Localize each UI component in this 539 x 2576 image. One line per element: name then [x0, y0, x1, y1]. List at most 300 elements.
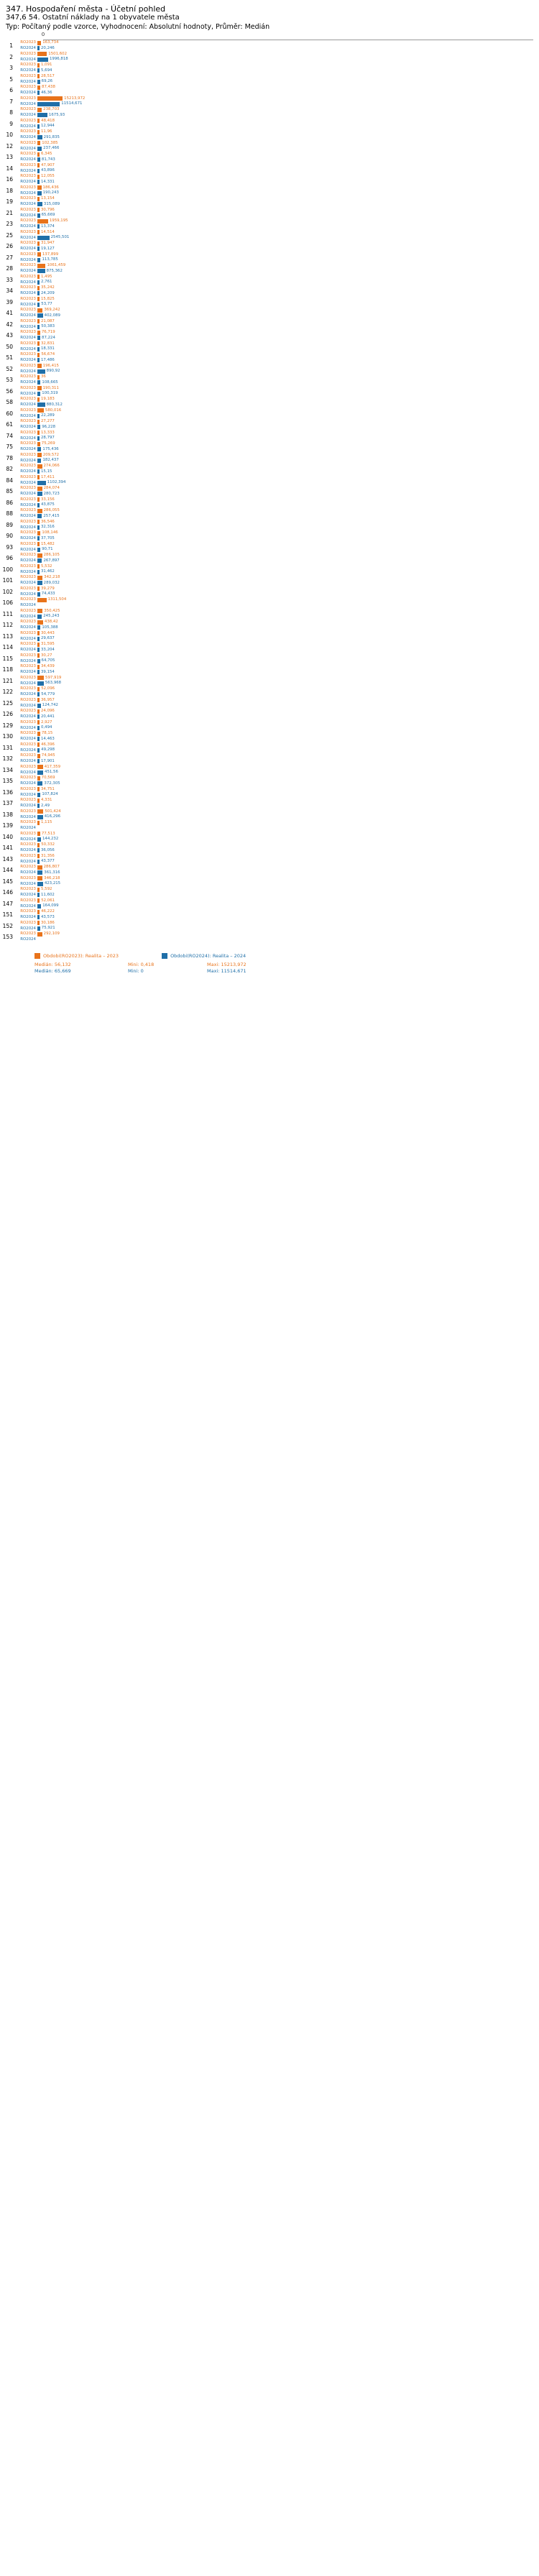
bar-2023[interactable]	[37, 754, 40, 758]
group-bars	[16, 753, 539, 764]
bar-2024[interactable]	[37, 68, 40, 73]
series-label-2023: RO2023	[20, 441, 36, 446]
bar-2024[interactable]	[37, 135, 42, 139]
bar-2024[interactable]	[37, 380, 40, 385]
bar-2023[interactable]	[37, 687, 40, 691]
bar-2023[interactable]	[37, 898, 40, 903]
series-label-2024: RO2024	[20, 46, 36, 51]
bar-2024[interactable]	[37, 46, 40, 50]
bar-track	[37, 887, 539, 893]
bar-track	[37, 163, 539, 169]
bar-track	[37, 213, 539, 218]
bar-2023[interactable]	[37, 442, 40, 446]
series-label-2023: RO2023	[20, 107, 36, 112]
series-label-2023: RO2023	[20, 853, 36, 858]
bar-2023[interactable]	[37, 854, 40, 858]
series-label-2024: RO2024	[20, 336, 36, 341]
bar-row	[16, 586, 539, 592]
bar-2023[interactable]	[37, 932, 42, 937]
bar-2024[interactable]	[37, 336, 40, 340]
bar-2024[interactable]	[37, 414, 40, 418]
bar-track	[37, 731, 539, 737]
bar-2023[interactable]	[37, 375, 40, 380]
bar-2024[interactable]	[37, 347, 40, 351]
bar-track	[37, 364, 539, 369]
bar-row	[16, 787, 539, 793]
bar-2024[interactable]	[37, 503, 40, 507]
chart-header	[0, 0, 539, 32]
bar-2023[interactable]	[37, 331, 40, 335]
series-label-2023: RO2023	[20, 152, 36, 157]
bar-2024[interactable]	[37, 793, 40, 797]
bar-2023[interactable]	[37, 297, 40, 301]
bar-value-2023: 1,495	[41, 274, 52, 279]
bar-2024[interactable]	[37, 58, 48, 62]
chart-group	[0, 464, 539, 475]
bar-2024[interactable]	[37, 280, 40, 285]
group-bars	[16, 163, 539, 174]
bar-track	[37, 597, 539, 603]
bar-row	[16, 480, 539, 486]
bar-2024[interactable]	[37, 124, 40, 129]
bar-2023[interactable]	[37, 41, 41, 45]
bar-2023[interactable]	[37, 497, 40, 502]
bar-track	[37, 575, 539, 581]
bar-2023[interactable]	[37, 130, 40, 134]
bar-2024[interactable]	[37, 536, 40, 540]
bar-row	[16, 592, 539, 597]
bar-2023[interactable]	[37, 765, 43, 769]
bar-2024[interactable]	[37, 581, 42, 585]
series-label-2024: RO2024	[20, 324, 36, 329]
bar-2024[interactable]	[37, 247, 40, 251]
bar-track	[37, 96, 539, 102]
bar-2023[interactable]	[37, 185, 42, 190]
bar-2024[interactable]	[37, 369, 45, 374]
bar-2024[interactable]	[37, 548, 40, 552]
bar-row	[16, 603, 539, 609]
bar-track	[37, 854, 539, 860]
bar-track	[37, 107, 539, 113]
bar-value-2023: 1061,459	[47, 263, 66, 268]
bar-2024[interactable]	[37, 637, 40, 641]
bar-value-2023: 13,333	[41, 430, 55, 435]
bar-value-2023: 52,061	[41, 898, 55, 903]
bar-2024[interactable]	[37, 570, 40, 574]
bar-2024[interactable]	[37, 804, 40, 808]
bar-value-2024: 1996,818	[49, 57, 68, 62]
bar-2024[interactable]	[37, 704, 41, 708]
chart-group	[0, 441, 539, 453]
bar-track	[37, 937, 539, 943]
bar-value-2023: 30,443	[41, 630, 55, 635]
bar-2023[interactable]	[37, 386, 42, 390]
category-label: 100	[2, 566, 13, 573]
bar-row	[16, 848, 539, 854]
bar-2023[interactable]	[37, 464, 42, 469]
legend-item[interactable]	[34, 953, 119, 959]
bar-2023[interactable]	[37, 141, 40, 145]
bar-2023[interactable]	[37, 63, 40, 68]
bar-track	[37, 759, 539, 765]
bar-2023[interactable]	[37, 230, 40, 234]
bar-row	[16, 369, 539, 374]
bar-2024[interactable]	[37, 180, 40, 184]
bar-value-2024: 65,669	[41, 213, 55, 218]
bar-2023[interactable]	[37, 888, 40, 892]
bar-2024[interactable]	[37, 213, 40, 218]
bar-2023[interactable]	[37, 264, 45, 268]
bar-track	[37, 346, 539, 352]
bar-2023[interactable]	[37, 821, 40, 825]
bar-2023[interactable]	[37, 631, 40, 635]
bar-2024[interactable]	[37, 224, 40, 229]
bar-2024[interactable]	[37, 648, 40, 652]
bar-2024[interactable]	[37, 837, 41, 842]
bar-row	[16, 464, 539, 469]
bar-2024[interactable]	[37, 291, 40, 295]
bar-track	[37, 436, 539, 441]
bar-2024[interactable]	[37, 469, 40, 474]
series-label-2023: RO2023	[20, 497, 36, 502]
bar-value-2023: 4,331	[41, 798, 52, 803]
bar-2023[interactable]	[37, 865, 42, 870]
bar-2023[interactable]	[37, 431, 40, 435]
bar-2024[interactable]	[37, 882, 43, 886]
bar-2024[interactable]	[37, 726, 40, 730]
bar-track	[37, 770, 539, 776]
bar-value-2024: 175,436	[42, 446, 59, 451]
bar-2023[interactable]	[37, 876, 42, 880]
bar-track	[37, 809, 539, 815]
series-label-2023: RO2023	[20, 831, 36, 836]
chart-group	[0, 787, 539, 799]
bar-track	[37, 280, 539, 285]
bar-row	[16, 40, 539, 46]
bar-track	[37, 703, 539, 709]
bar-row	[16, 208, 539, 213]
group-bars	[16, 564, 539, 575]
bar-2024[interactable]	[37, 759, 40, 763]
bar-2023[interactable]	[37, 698, 40, 702]
bar-2023[interactable]	[37, 397, 40, 402]
bar-track	[37, 926, 539, 932]
bar-2023[interactable]	[37, 643, 40, 647]
bar-2023[interactable]	[37, 308, 42, 313]
bar-2024[interactable]	[37, 402, 45, 407]
legend-item[interactable]	[162, 953, 246, 959]
group-bars	[16, 453, 539, 464]
bar-row	[16, 893, 539, 898]
bar-track	[37, 848, 539, 854]
series-label-2023: RO2023	[20, 719, 36, 724]
bar-2023[interactable]	[37, 520, 40, 524]
bar-2024[interactable]	[37, 748, 40, 753]
series-label-2024: RO2024	[20, 547, 36, 552]
bar-2023[interactable]	[37, 364, 42, 368]
bar-2024[interactable]	[37, 514, 42, 518]
bar-2023[interactable]	[37, 108, 42, 112]
bar-track	[37, 692, 539, 698]
series-label-2024: RO2024	[20, 458, 36, 463]
bar-value-2023: 30,796	[41, 207, 55, 212]
bar-2024[interactable]	[37, 848, 40, 852]
bar-2024[interactable]	[37, 91, 40, 95]
category-label: 84	[6, 477, 13, 484]
bar-2024[interactable]	[37, 169, 40, 173]
bar-row	[16, 119, 539, 124]
bar-2024[interactable]	[37, 860, 40, 864]
bar-2023[interactable]	[37, 242, 40, 246]
bar-2023[interactable]	[37, 620, 43, 625]
bar-value-2023: 15,825	[41, 296, 55, 301]
bar-track	[37, 893, 539, 898]
series-label-2024: RO2024	[20, 915, 36, 920]
bar-2024[interactable]	[37, 157, 40, 162]
bar-2024[interactable]	[37, 202, 42, 206]
series-label-2023: RO2023	[20, 809, 36, 814]
bar-2024[interactable]	[37, 815, 43, 819]
bar-2023[interactable]	[37, 843, 40, 847]
chart-group	[0, 609, 539, 620]
bar-2024[interactable]	[37, 904, 41, 908]
bar-2023[interactable]	[37, 553, 42, 558]
series-label-2024: RO2024	[20, 826, 36, 831]
bar-2023[interactable]	[37, 776, 40, 781]
bar-value-2024: 14,463	[41, 736, 55, 741]
bar-track	[37, 592, 539, 597]
bar-row	[16, 431, 539, 436]
bar-2023[interactable]	[37, 653, 40, 658]
bar-2023[interactable]	[37, 175, 40, 179]
series-label-2024: RO2024	[20, 346, 36, 351]
bar-2023[interactable]	[37, 353, 40, 357]
bar-2023[interactable]	[37, 787, 40, 791]
bar-2024[interactable]	[37, 915, 40, 919]
bar-value-2024: 113,785	[42, 257, 58, 262]
bar-row	[16, 725, 539, 731]
bar-2023[interactable]	[37, 74, 40, 78]
bar-row	[16, 832, 539, 837]
bar-2023[interactable]	[37, 509, 42, 513]
group-bars	[16, 52, 539, 63]
bar-track	[37, 453, 539, 459]
bar-2024[interactable]	[37, 313, 43, 318]
series-label-2023: RO2023	[20, 252, 36, 257]
bar-2023[interactable]	[37, 252, 41, 257]
category-label: 18	[6, 187, 13, 194]
bar-2024[interactable]	[37, 926, 40, 931]
bar-2024[interactable]	[37, 425, 40, 429]
bar-track	[37, 609, 539, 615]
bar-2023[interactable]	[37, 475, 40, 479]
bar-track	[37, 653, 539, 659]
bar-2023[interactable]	[37, 208, 40, 212]
bar-2024[interactable]	[37, 492, 42, 496]
bar-2024[interactable]	[37, 236, 50, 240]
bar-2024[interactable]	[37, 592, 40, 597]
bar-2023[interactable]	[37, 665, 40, 669]
category-label: 23	[6, 221, 13, 227]
bar-2023[interactable]	[37, 86, 40, 90]
chart-group	[0, 553, 539, 564]
bar-2023[interactable]	[37, 809, 43, 814]
bar-track	[37, 837, 539, 842]
bar-2024[interactable]	[37, 80, 40, 84]
category-label: 113	[2, 632, 13, 640]
group-bars	[16, 586, 539, 597]
bar-2024[interactable]	[37, 191, 42, 196]
bar-2024[interactable]	[37, 670, 40, 674]
series-label-2023: RO2023	[20, 241, 36, 246]
bar-row	[16, 68, 539, 74]
bar-2024[interactable]	[37, 737, 40, 741]
chart-group	[0, 842, 539, 854]
bar-track	[37, 753, 539, 759]
bar-value-2023: 21,087	[41, 318, 55, 323]
bar-2023[interactable]	[37, 96, 63, 101]
bar-2024[interactable]	[37, 358, 40, 362]
bar-2024[interactable]	[37, 692, 40, 696]
group-bars	[16, 497, 539, 508]
bar-2024[interactable]	[37, 447, 41, 451]
bar-2024[interactable]	[37, 269, 45, 273]
bar-2024[interactable]	[37, 615, 42, 619]
bar-value-2024: 17,486	[41, 357, 55, 362]
bar-2024[interactable]	[37, 558, 42, 563]
bar-value-2023: 350,425	[44, 608, 60, 613]
bar-2024[interactable]	[37, 481, 46, 485]
bar-row	[16, 686, 539, 692]
bar-2023[interactable]	[37, 609, 42, 613]
bar-2023[interactable]	[37, 487, 42, 491]
bar-value-2024: 563,968	[45, 681, 62, 686]
bar-2023[interactable]	[37, 564, 40, 569]
bar-2024[interactable]	[37, 147, 42, 151]
series-label-2024: RO2024	[20, 926, 36, 931]
bar-2023[interactable]	[37, 152, 40, 157]
bar-2024[interactable]	[37, 870, 42, 875]
group-bars	[16, 431, 539, 441]
bar-track	[37, 369, 539, 374]
chart-group	[0, 709, 539, 720]
bar-track	[37, 620, 539, 625]
bar-row	[16, 508, 539, 514]
bar-value-2023: 292,109	[43, 932, 60, 937]
bar-track	[37, 469, 539, 475]
bar-2023[interactable]	[37, 720, 40, 724]
bar-row	[16, 163, 539, 169]
bar-2023[interactable]	[37, 119, 40, 123]
chart-group	[0, 865, 539, 876]
bar-value-2024: 15,15	[41, 469, 52, 474]
bar-2024[interactable]	[37, 659, 40, 663]
bar-2023[interactable]	[37, 286, 40, 290]
bar-value-2024: 14,331	[41, 179, 55, 184]
group-bars	[16, 486, 539, 497]
bar-2023[interactable]	[37, 319, 40, 323]
bar-row	[16, 870, 539, 876]
bar-row	[16, 380, 539, 386]
group-bars	[16, 107, 539, 118]
bar-2024[interactable]	[37, 303, 40, 307]
series-label-2024: RO2024	[20, 781, 36, 786]
bar-value-2023: 74,945	[41, 753, 55, 758]
bar-track	[37, 52, 539, 58]
bar-2023[interactable]	[37, 732, 40, 736]
bar-value-2024: 33,204	[41, 647, 55, 652]
category-label: 25	[6, 231, 13, 239]
bar-2024[interactable]	[37, 102, 60, 106]
bar-value-2024: 20,246	[41, 45, 55, 50]
bar-2023[interactable]	[37, 742, 40, 747]
group-bars	[16, 285, 539, 296]
bar-2023[interactable]	[37, 542, 40, 546]
bar-2023[interactable]	[37, 576, 42, 580]
bar-2024[interactable]	[37, 714, 40, 719]
bar-2023[interactable]	[37, 341, 40, 346]
bar-2024[interactable]	[37, 781, 42, 786]
bar-2023[interactable]	[37, 832, 40, 836]
bar-2023[interactable]	[37, 709, 40, 714]
bar-track	[37, 486, 539, 492]
bar-2024[interactable]	[37, 392, 40, 396]
bar-2023[interactable]	[37, 52, 47, 56]
bar-2023[interactable]	[37, 275, 40, 279]
bar-2024[interactable]	[37, 325, 40, 329]
bar-2023[interactable]	[37, 598, 47, 602]
group-bars	[16, 141, 539, 152]
bar-2024[interactable]	[37, 459, 41, 463]
bar-2023[interactable]	[37, 586, 40, 591]
bar-2024[interactable]	[37, 893, 40, 897]
bar-row	[16, 308, 539, 313]
group-bars	[16, 876, 539, 887]
bar-2023[interactable]	[37, 676, 44, 680]
series-label-2024: RO2024	[20, 636, 36, 641]
bar-2024[interactable]	[37, 258, 40, 262]
bar-value-2023: 190,311	[42, 385, 59, 390]
bar-row	[16, 224, 539, 230]
bar-value-2023: 186,436	[42, 185, 59, 190]
group-bars	[16, 397, 539, 408]
bar-track	[37, 525, 539, 530]
bar-track	[37, 514, 539, 520]
bar-2023[interactable]	[37, 408, 44, 413]
bar-track	[37, 458, 539, 464]
bar-2024[interactable]	[37, 681, 44, 686]
bar-2023[interactable]	[37, 531, 40, 535]
bar-2023[interactable]	[37, 420, 40, 424]
bar-2023[interactable]	[37, 453, 42, 457]
chart-group	[0, 742, 539, 754]
bar-2024[interactable]	[37, 525, 40, 530]
bar-2023[interactable]	[37, 921, 40, 925]
bar-2024[interactable]	[37, 770, 43, 775]
chart-group	[0, 275, 539, 286]
bar-2024[interactable]	[37, 113, 47, 117]
bar-2023[interactable]	[37, 219, 48, 224]
bar-2023[interactable]	[37, 163, 40, 167]
bar-value-2024: 90,71	[42, 547, 53, 552]
bar-2023[interactable]	[37, 910, 40, 914]
bar-2023[interactable]	[37, 197, 40, 201]
bar-2023[interactable]	[37, 799, 40, 803]
bar-track	[37, 185, 539, 191]
bar-row	[16, 218, 539, 224]
bar-2024[interactable]	[37, 625, 40, 630]
bar-2024[interactable]	[37, 436, 40, 441]
